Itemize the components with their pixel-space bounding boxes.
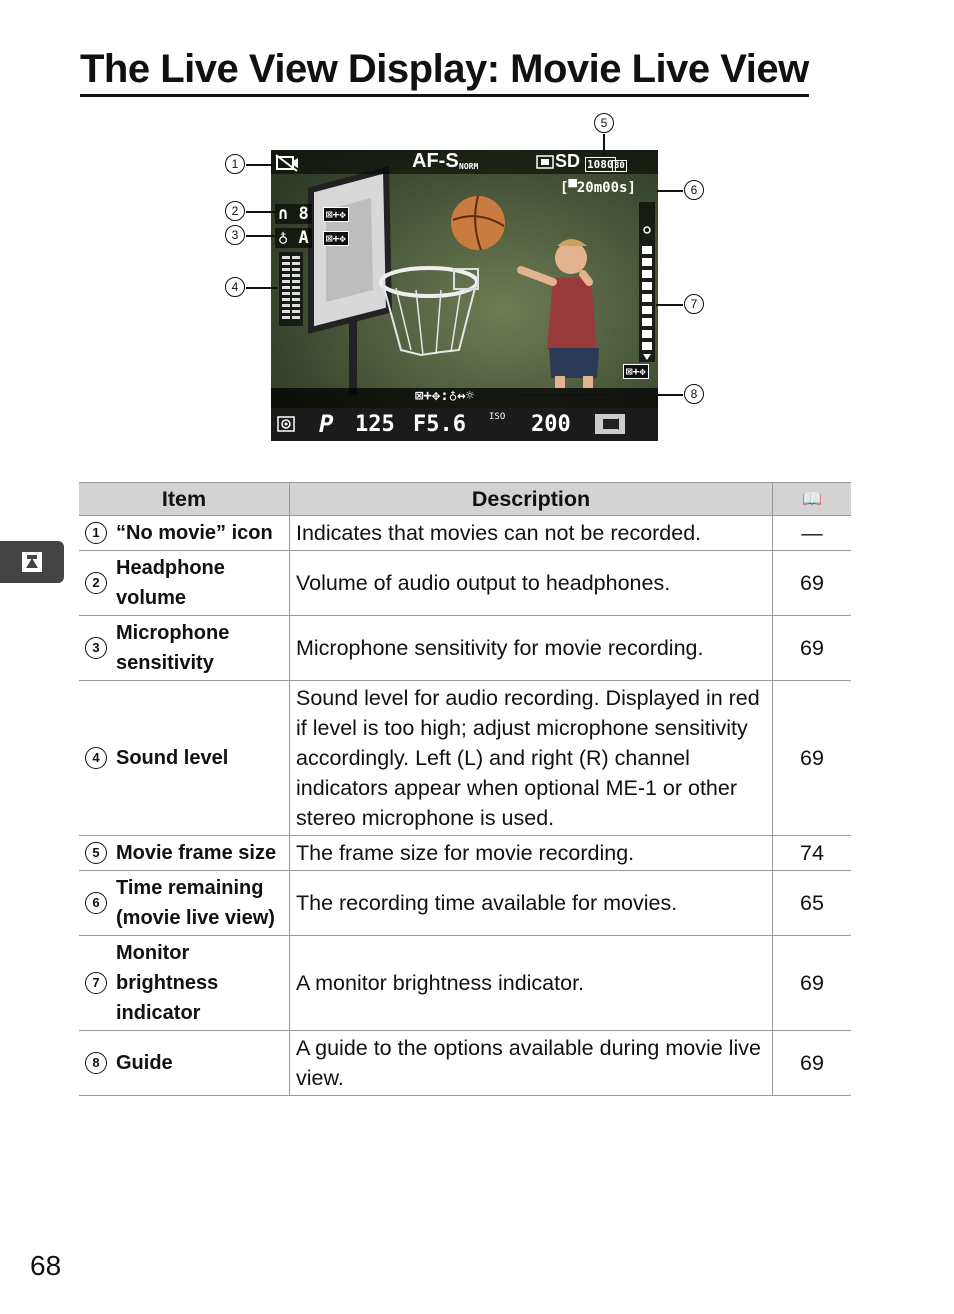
header-page-book-icon: 📖: [773, 483, 852, 516]
row-number: 3: [85, 637, 107, 659]
leader-7: [656, 304, 683, 306]
row-item: Monitor brightness indicator: [116, 942, 219, 1024]
table-row: [79, 516, 851, 551]
brightness-icon: ☼: [465, 388, 475, 404]
callout-2: 2: [225, 201, 245, 221]
movie-mode-icon: [595, 414, 625, 438]
row-page: 69: [773, 616, 852, 681]
multi-selector-icon: ⊠+✥: [323, 207, 349, 222]
row-number: 6: [85, 892, 107, 914]
row-item: Movie frame size: [116, 842, 277, 864]
leader-5: [603, 134, 605, 156]
row-number: 4: [85, 747, 107, 769]
mic-indicator: [275, 228, 312, 248]
memory-card: SD: [555, 151, 581, 171]
movie-icon: ▀: [568, 180, 577, 196]
leader-4: [246, 287, 278, 289]
headphone-icon: ∩: [278, 204, 289, 224]
row-page: 69: [773, 551, 852, 616]
row-item: “No movie” icon: [116, 522, 273, 544]
row-description: Sound level for audio recording. Displayed in red if level is too high; adjust microphone sensitivity accordingly. Left (L) and right (R) channel indicators appear when optional ME-1 or other stereo microphone is used.: [290, 681, 773, 836]
row-number: 1: [85, 522, 107, 544]
time-remaining: [▀20m00s]: [560, 180, 636, 196]
callout-7: 7: [684, 294, 704, 314]
callout-4: 4: [225, 277, 245, 297]
callout-3: 3: [225, 225, 245, 245]
iso-label: ISO: [489, 412, 506, 422]
table-row: [79, 836, 851, 871]
table-row: [79, 616, 851, 681]
monitor-brightness-indicator: [639, 202, 655, 362]
headphone-indicator: [275, 204, 312, 224]
movie-camera-icon: [0, 541, 64, 583]
row-page: 69: [773, 936, 852, 1031]
callout-6: 6: [684, 180, 704, 200]
iso-value: 200: [531, 412, 571, 437]
aperture: F5.6: [413, 412, 466, 437]
row-description: Indicates that movies can not be recorded.: [290, 516, 773, 551]
leader-1: [246, 164, 276, 166]
row-page: —: [773, 516, 852, 551]
table-row: [79, 871, 851, 936]
row-item: Microphone sensitivity: [116, 622, 230, 674]
row-description: Microphone sensitivity for movie recording.: [290, 616, 773, 681]
multi-selector-icon: ⊠+✥: [323, 231, 349, 246]
exposure-mode: P: [319, 410, 334, 438]
table-row: [79, 551, 851, 616]
chapter-tab: [0, 541, 64, 583]
af-mode: AF-S: [412, 150, 459, 172]
row-number: 8: [85, 1052, 107, 1074]
table-header-row: [79, 483, 851, 516]
row-description: The frame size for movie recording.: [290, 836, 773, 871]
row-item: Headphone volume: [116, 557, 225, 609]
row-page: 69: [773, 681, 852, 836]
image-area-icon: [536, 154, 554, 173]
guide: ⊠+✥:♁↔☼: [415, 388, 475, 404]
callout-5: 5: [594, 113, 614, 133]
page-number: 68: [30, 1250, 62, 1281]
multi-selector-icon: ⊠+✥: [623, 364, 649, 379]
time-remaining-value: 20m00s: [576, 180, 628, 196]
row-item: Guide: [116, 1052, 173, 1074]
row-page: 74: [773, 836, 852, 871]
frame-size: 1080: [587, 158, 614, 171]
row-item: Sound level: [116, 747, 229, 769]
microphone-icon: ♁: [448, 388, 458, 404]
row-description: The recording time available for movies.: [290, 871, 773, 936]
live-view-screen: [271, 150, 658, 441]
table-row: [79, 1031, 851, 1096]
live-view-figure: [0, 0, 954, 460]
header-item: Item: [79, 483, 290, 516]
row-description: Volume of audio output to headphones.: [290, 551, 773, 616]
items-table: [79, 482, 851, 1096]
leader-3: [246, 235, 276, 237]
row-page: 65: [773, 871, 852, 936]
multi-selector-icon: ⊠+✥: [415, 388, 441, 404]
focus-point: [453, 268, 479, 290]
row-page: 69: [773, 1031, 852, 1096]
sound-level-meter: [279, 252, 303, 326]
row-description: A monitor brightness indicator.: [290, 936, 773, 1031]
microphone-icon: ♁: [278, 228, 289, 248]
row-number: 2: [85, 572, 107, 594]
row-number: 7: [85, 972, 107, 994]
table-row: [79, 681, 851, 836]
page-title: The Live View Display: Movie Live View: [80, 44, 809, 97]
shutter-speed: 125: [355, 412, 395, 437]
callout-8: 8: [684, 384, 704, 404]
headphone-volume: 8: [298, 204, 309, 224]
leader-2: [246, 211, 276, 213]
table-row: [79, 936, 851, 1031]
row-item: Time remaining (movie live view): [116, 877, 275, 929]
callout-1: 1: [225, 154, 245, 174]
image-quality: NORM: [459, 162, 479, 171]
frame-rate: 30: [614, 161, 625, 171]
row-number: 5: [85, 842, 107, 864]
header-description: Description: [290, 483, 773, 516]
leader-8: [520, 394, 683, 396]
no-movie-icon: [275, 154, 299, 176]
metering-icon: [277, 416, 295, 436]
row-description: A guide to the options available during movie live view.: [290, 1031, 773, 1096]
leader-6: [657, 190, 683, 192]
mic-sensitivity: A: [298, 228, 309, 248]
